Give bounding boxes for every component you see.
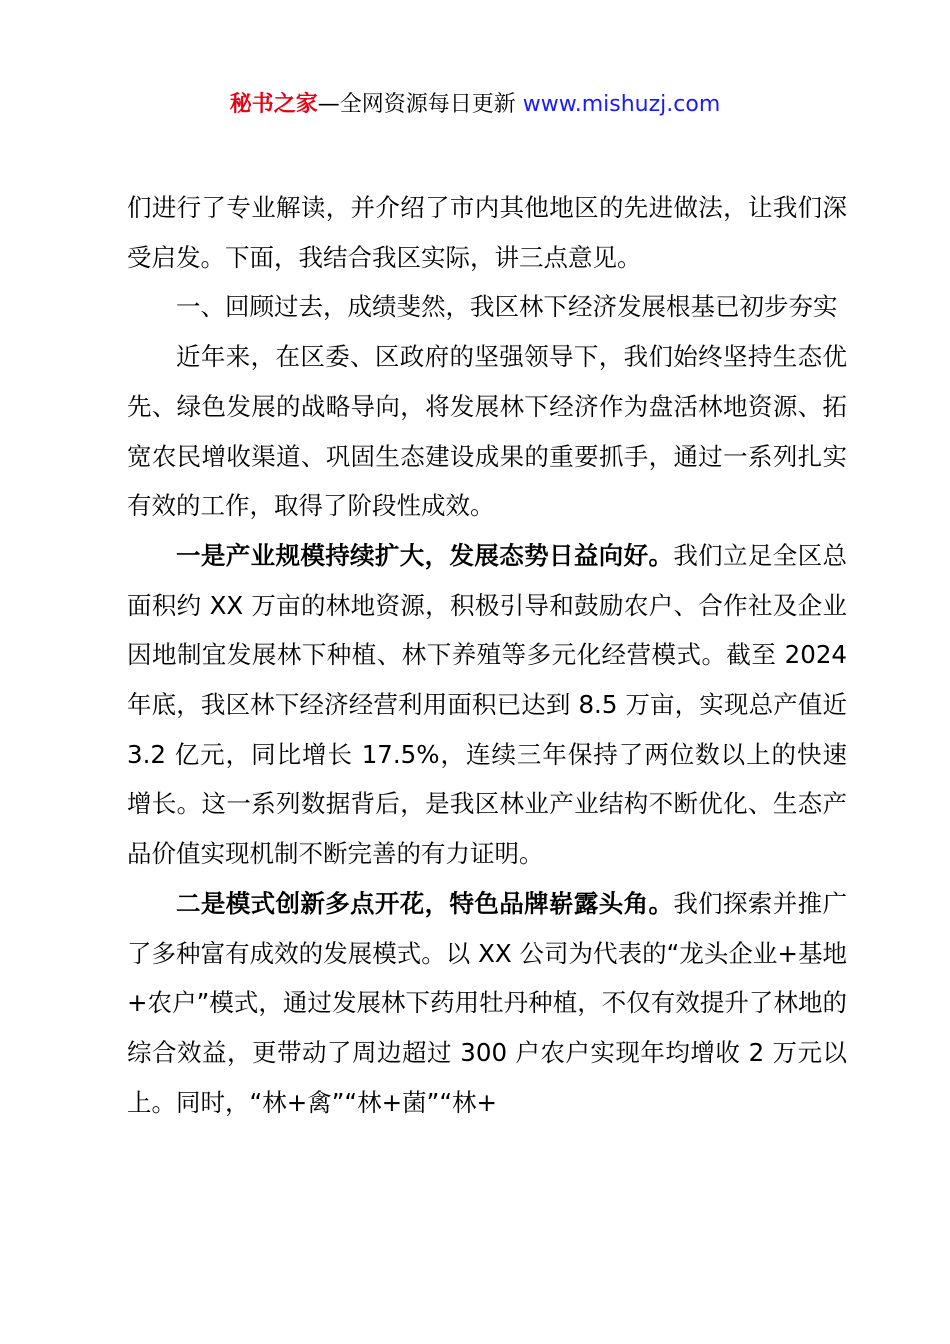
- paragraph-point-1: [127, 531, 847, 879]
- document-header: [0, 88, 950, 122]
- paragraph-continuation: [127, 183, 847, 282]
- section-heading-1: [127, 282, 847, 332]
- point-1-lead: 一是产业规模持续扩大，发展态势日益向好。: [176, 540, 674, 570]
- paragraph-point-2: [127, 879, 847, 1128]
- header-tagline: —全网资源每日更新: [317, 92, 516, 117]
- paragraph-text: 近年来，在区委、区政府的坚强领导下，我们始终坚持生态优先、绿色发展的战略导向，将发展林下经济作为盘活林地资源、拓宽农民增收渠道、巩固生态建设成果的重要抓手，通过一系列扎实有效的工作，取得了阶段性成效。: [127, 342, 847, 521]
- paragraph-text: 们进行了专业解读，并介绍了市内其他地区的先进做法，让我们深受启发。下面，我结合我区实际，讲三点意见。: [127, 193, 847, 272]
- point-1-text: 我们立足全区总面积约 XX 万亩的林地资源，积极引导和鼓励农户、合作社及企业因地制宜发展林下种植、林下养殖等多元化经营模式。截至 2024 年底，我区林下经济经营利用面积已达到 8.5 万亩，实现总产值近 3.2 亿元，同比增长 17.5%，连续三年保持了两位数以上的快速增长。这一系列数据背后，是我区林业产业结构不断优化、生态产品价值实现机制不断完善的有力证明。: [127, 540, 848, 869]
- heading-text: 一、回顾过去，成绩斐然，我区林下经济发展根基已初步夯实: [176, 292, 838, 322]
- site-url-link[interactable]: www.mishuzj.com: [522, 92, 721, 117]
- document-body: [127, 183, 847, 1127]
- brand-name: 秘书之家: [229, 92, 318, 117]
- point-2-text: 我们探索并推广了多种富有成效的发展模式。以 XX 公司为代表的“龙头企业+基地+农户”模式，通过发展林下药用牡丹种植，不仅有效提升了林地的综合效益，更带动了周边超过 300 户农户实现年均增收 2 万元以上。同时，“林+禽”“林+菌”“林+: [127, 888, 848, 1117]
- point-2-lead: 二是模式创新多点开花，特色品牌崭露头角。: [176, 888, 674, 918]
- paragraph-intro: [127, 332, 847, 531]
